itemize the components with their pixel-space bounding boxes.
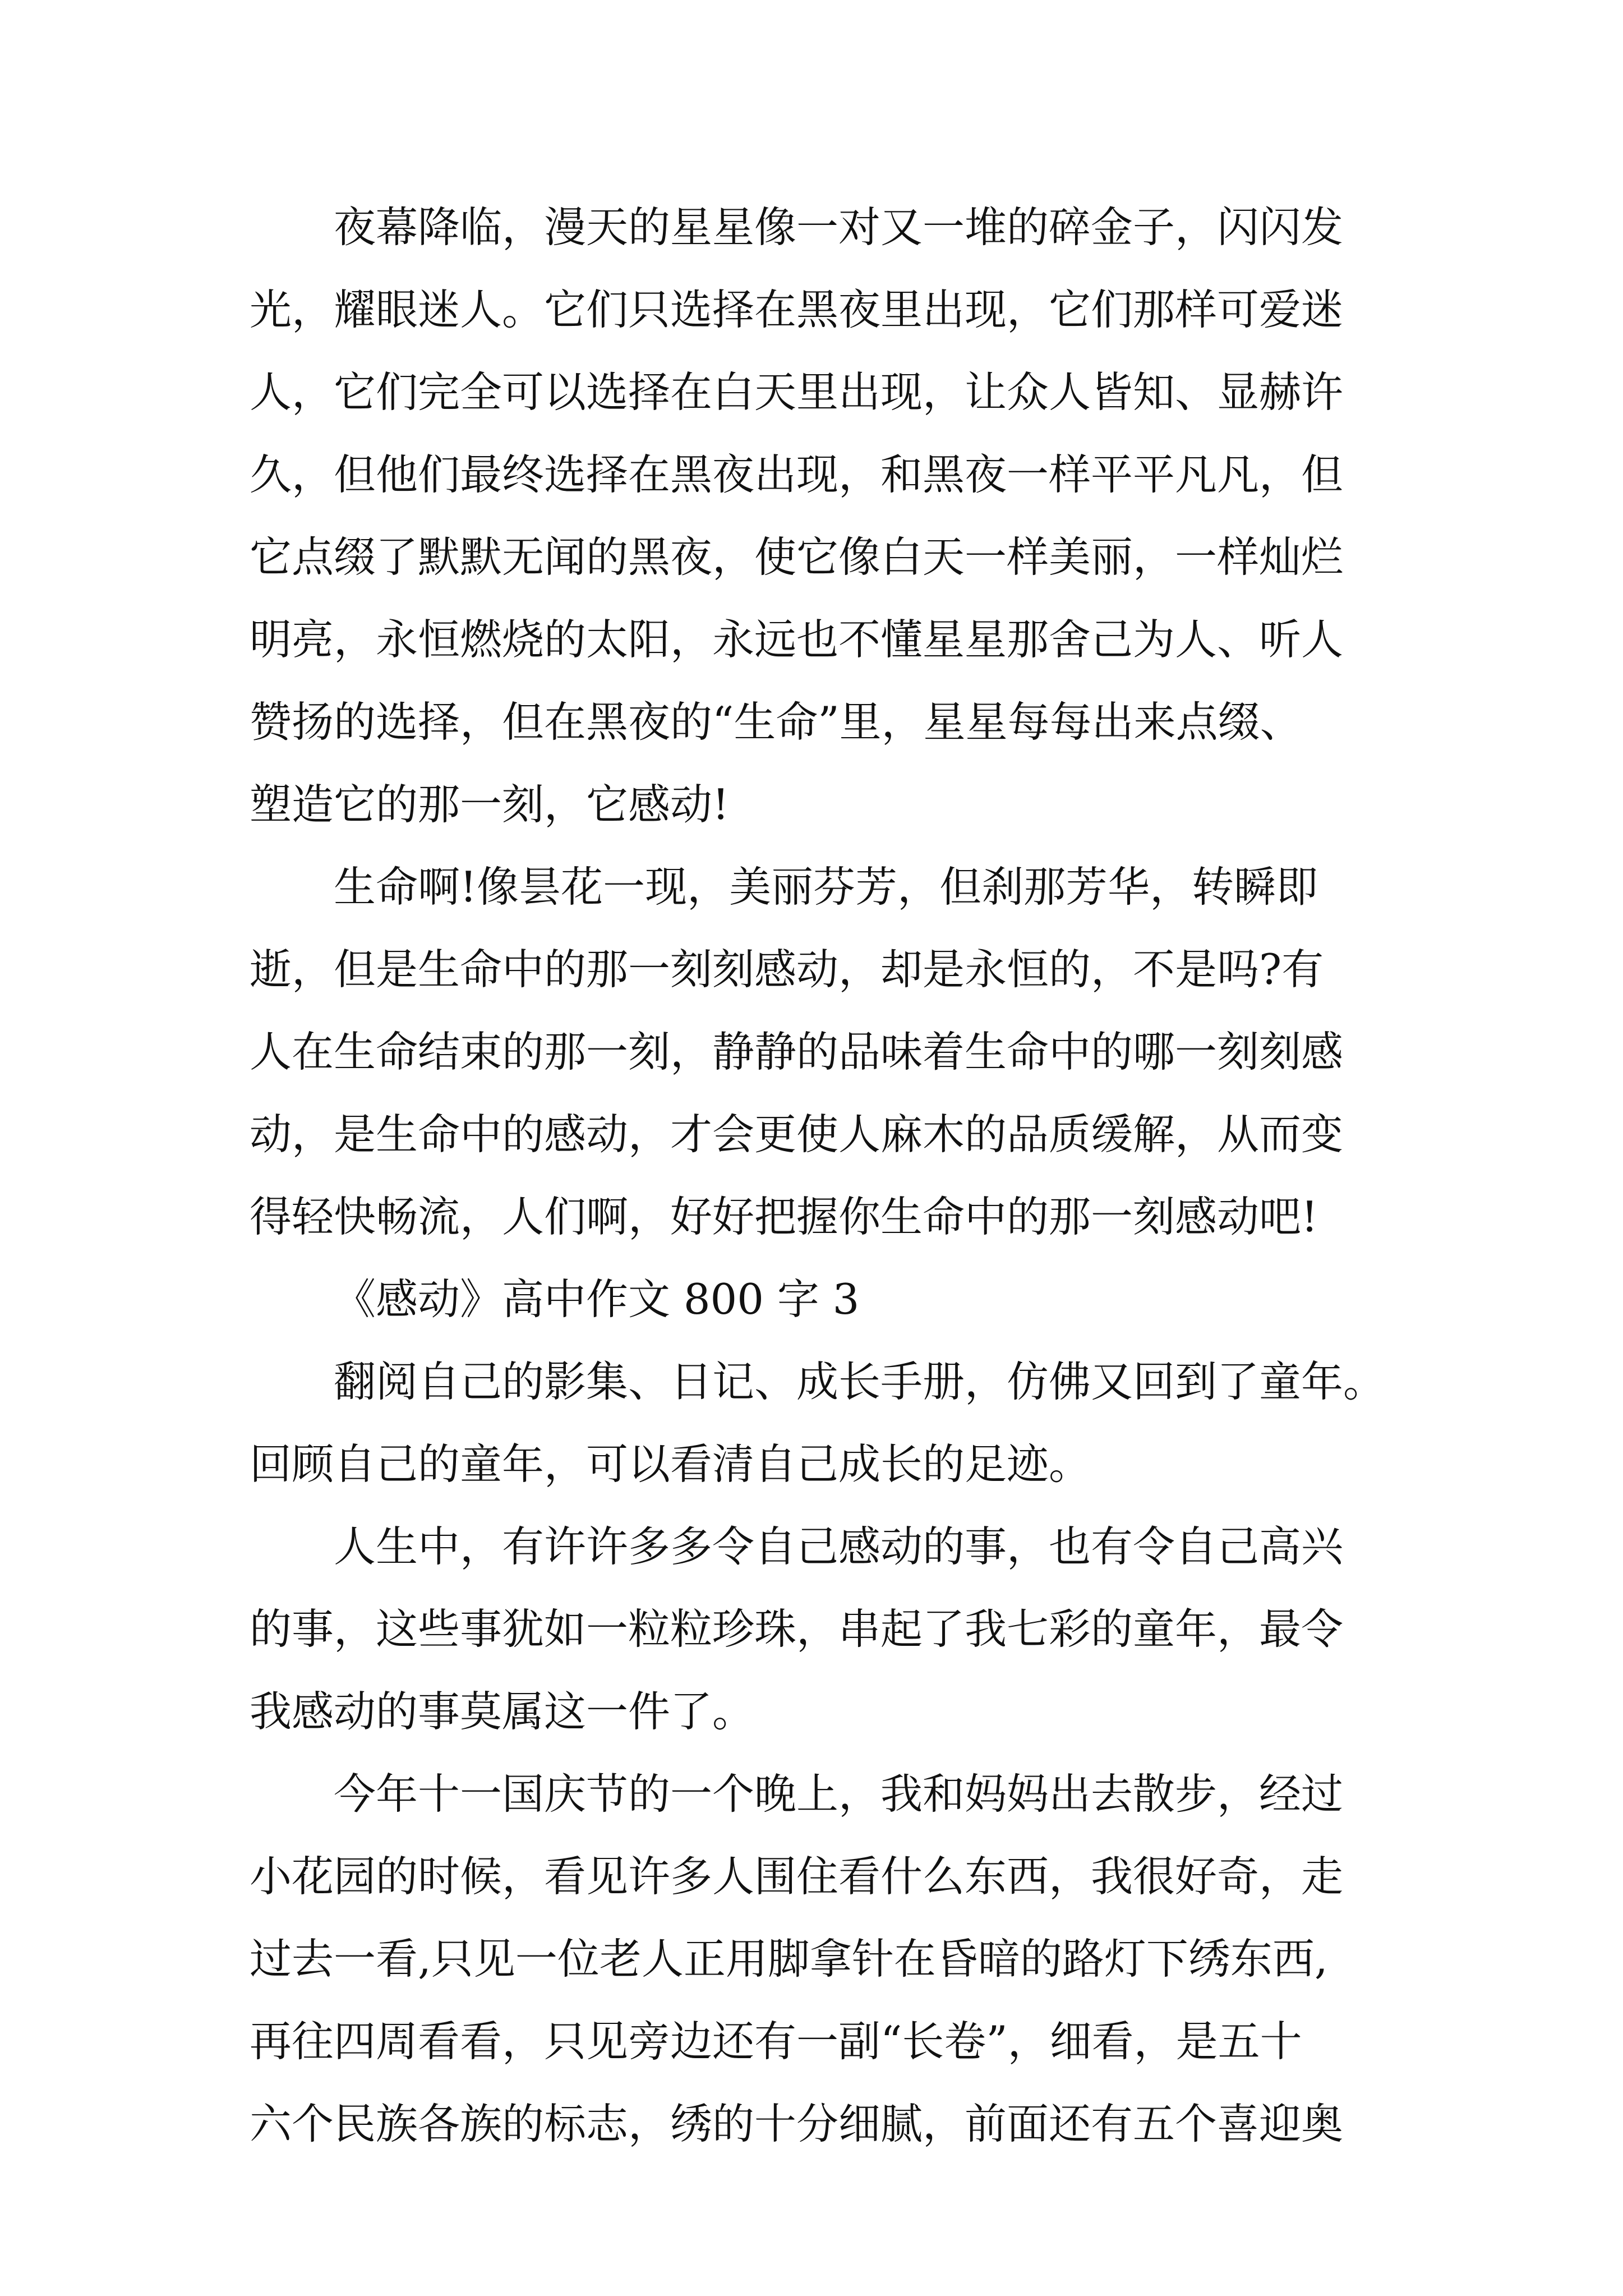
- paragraph-stars: [250, 186, 1382, 846]
- text-line: 回顾自己的童年，可以看清自己成长的足迹。: [250, 1439, 1091, 1489]
- text-line: 它点缀了默默无闻的黑夜，使它像白天一样美丽，一样灿烂: [250, 532, 1344, 582]
- document-body: [250, 186, 1386, 2165]
- text-line: 人生中，有许许多多令自己感动的事，也有令自己高兴: [334, 1522, 1344, 1571]
- text-line: 再往四周看看，只见旁边还有一副“长卷”，细看，是五十: [250, 2017, 1302, 2066]
- text-line: 翻阅自己的影集、日记、成长手册，仿佛又回到了童年。: [334, 1357, 1386, 1406]
- text-line: 动，是生命中的感动，才会更使人麻木的品质缓解，从而变: [250, 1110, 1344, 1159]
- text-line: 小花园的时候，看见许多人围住看什么东西，我很好奇，走: [250, 1852, 1344, 1901]
- paragraph-national-day: [250, 1753, 1382, 2165]
- text-line: 人，它们完全可以选择在白天里出现，让众人皆知、显赫许: [250, 367, 1344, 417]
- text-line: 夜幕降临，漫天的星星像一对又一堆的碎金子，闪闪发: [334, 203, 1344, 252]
- text-line: 光，耀眼迷人。它们只选择在黑夜里出现，它们那样可爱迷: [250, 285, 1344, 334]
- text-line: 生命啊!像昙花一现，美丽芬芳，但刹那芳华，转瞬即: [334, 862, 1318, 912]
- text-line: 的事，这些事犹如一粒粒珍珠，串起了我七彩的童年，最令: [250, 1604, 1344, 1654]
- text-line: 六个民族各族的标志，绣的十分细腻，前面还有五个喜迎奥: [250, 2099, 1344, 2148]
- text-line: 久，但他们最终选择在黑夜出现，和黑夜一样平平凡凡，但: [250, 450, 1344, 499]
- text-line: 明亮，永恒燃烧的太阳，永远也不懂星星那舍己为人、听人: [250, 615, 1344, 664]
- paragraph-childhood: [250, 1341, 1386, 1506]
- heading-line: 《感动》高中作文 800 字 3: [334, 1274, 860, 1324]
- text-line: 今年十一国庆节的一个晚上，我和妈妈出去散步，经过: [334, 1769, 1344, 1819]
- text-line: 塑造它的那一刻，它感动!: [250, 780, 730, 829]
- text-line: 过去一看,只见一位老人正用脚拿针在昏暗的路灯下绣东西,: [250, 1934, 1328, 1984]
- paragraph-moving-things: [250, 1506, 1382, 1753]
- paragraph-life: [250, 846, 1382, 1258]
- essay-heading: [250, 1258, 1382, 1341]
- text-line: 人在生命结束的那一刻，静静的品味着生命中的哪一刻刻感: [250, 1027, 1344, 1076]
- text-line: 我感动的事莫属这一件了。: [250, 1687, 755, 1736]
- text-line: 逝，但是生命中的那一刻刻感动，却是永恒的，不是吗?有: [250, 945, 1324, 994]
- text-line: 赞扬的选择，但在黑夜的“生命”里，星星每每出来点缀、: [250, 697, 1302, 747]
- text-line: 得轻快畅流，人们啊，好好把握你生命中的那一刻感动吧!: [250, 1192, 1318, 1241]
